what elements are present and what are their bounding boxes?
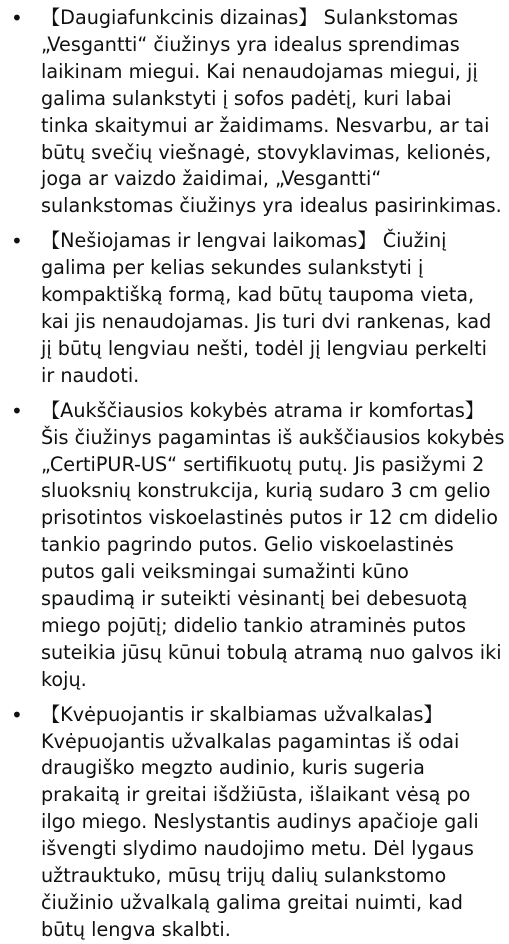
bullet-icon: • — [11, 6, 23, 30]
list-item — [0, 228, 509, 389]
list-item-text: 【Aukščiausios kokybės atrama ir komfortas】 Šis čiužinys pagamintas iš aukščiausios kokybės „CertiPUR-US“ sertifikuotų putų. Jis pasižymi 2 sluoksnių konstrukcija, kurią sudaro 3 cm gelio prisotintos viskoelastinės putos ir 12 cm didelio tankio pagrindo putos. Gelio viskoelastinės putos gali veiksmingai sumažinti kūno spaudimą ir suteikti vėsinantį bei debesuotą miego pojūtį; didelio tankio atraminės putos suteikia jūsų kūnui tobulą atramą nuo galvos iki kojų. — [41, 398, 505, 691]
list-item — [0, 398, 509, 694]
bullet-icon: • — [11, 702, 23, 727]
list-item — [0, 702, 509, 944]
bullet-icon: • — [11, 229, 23, 254]
list-item-text: 【Nešiojamas ir lengvai laikomas】 Čiužinį galima per kelias sekundes sulankstyti į kompaktišką formą, kad būtų taupoma vieta, kai jis nenaudojamas. Jis turi dvi rankenas, kad jį būtų lengviau nešti, todėl jį lengviau perkelti ir naudoti. — [41, 229, 492, 387]
list-item — [0, 5, 509, 220]
list-item-text: 【Daugiafunkcinis dizainas】 Sulankstomas „Vesgantti“ čiužinys yra idealus sprendimas laikinam miegui. Kai nenaudojamas miegui, jį galima sulankstyti į sofos padėtį, kuri labai tinka skaitymui ar žaidimams. Nesvarbu, ar tai būtų svečių viešnagė, stovyklavimas, kelionės, joga ar vaizdo žaidimai, „Vesgantti“ sulankstomas čiužinys yra idealus pasirinkimas. — [41, 6, 502, 218]
list-item-text: 【Kvėpuojantis ir skalbiamas užvalkalas】 Kvėpuojantis užvalkalas pagamintas iš odai draugiško megzto audinio, kuris sugeria prakaitą ir greitai išdžiūsta, išlaikant vėsą po ilgo miego. Neslystantis audinys apačioje gali išvengti slydimo naudojimo metu. Dėl lygaus užtrauktuko, mūsų trijų dalių sulankstomo čiužinio užvalkalą galima greitai nuimti, kad būtų lengva skalbti. — [41, 702, 479, 941]
bullet-icon: • — [11, 398, 23, 423]
